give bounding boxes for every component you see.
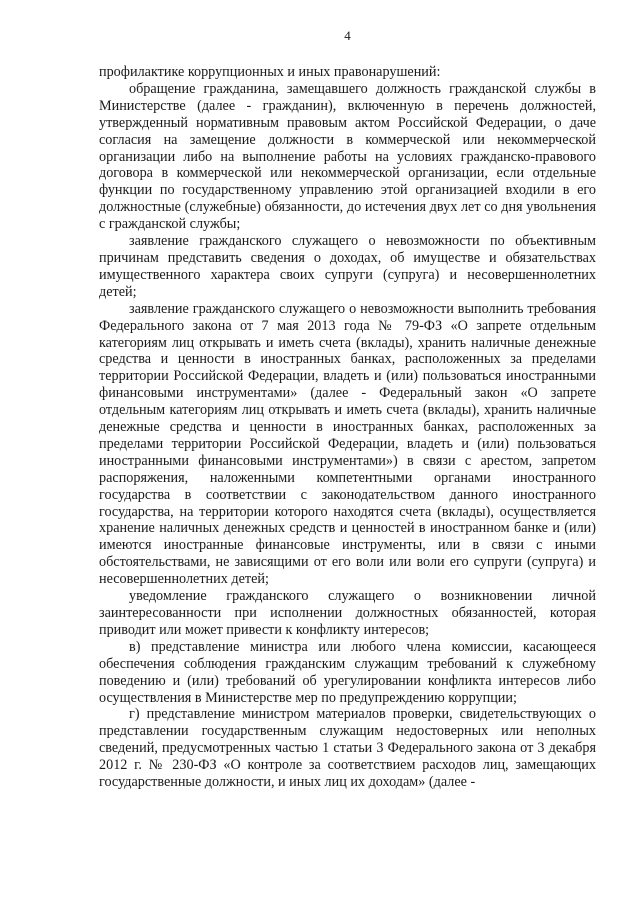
- paragraph: обращение гражданина, замещавшего должность гражданской службы в Министерстве (далее - гражданин), включенную в перечень должностей, утвержденный нормативным правовым актом Российской Федерации, о даче согласия на замещение должности в коммерческой или некоммерческой организации либо на выполнение работы на условиях гражданско-правового договора в коммерческой или некоммерческой организации, если отдельные функции по государственному управлению этой организацией входили в его должностные (служебные) обязанности, до истечения двух лет со дня увольнения с гражданской службы;: [99, 80, 596, 233]
- document-body: [99, 64, 596, 791]
- page-number: 4: [344, 28, 351, 43]
- paragraph: г) представление министром материалов проверки, свидетельствующих о представлении государственным служащим недостоверных или неполных сведений, предусмотренных частью 1 статьи 3 Федерального закона от 3 декабря 2012 г. № 230-ФЗ «О контроле за соответствием расходов лиц, замещающих государственные должности, и иных лиц их доходам» (далее -: [99, 706, 596, 791]
- paragraph: в) представление министра или любого члена комиссии, касающееся обеспечения соблюдения гражданским служащим требований к служебному поведению и (или) требований об урегулировании конфликта интересов либо осуществления в Министерстве мер по предупреждению коррупции;: [99, 638, 596, 706]
- paragraph: заявление гражданского служащего о невозможности по объективным причинам представить сведения о доходах, об имуществе и обязательствах имущественного характера своих супруги (супруга) и несовершеннолетних детей;: [99, 233, 596, 300]
- paragraph: уведомление гражданского служащего о возникновении личной заинтересованности при исполнении должностных обязанностей, которая приводит или может привести к конфликту интересов;: [99, 588, 596, 638]
- paragraph: заявление гражданского служащего о невозможности выполнить требования Федерального закона от 7 мая 2013 года № 79-ФЗ «О запрете отдельным категориям лиц открывать и иметь счета (вклады), хранить наличные денежные средства и ценности в иностранных банках, расположенных за пределами территории Российской Федерации, владеть и (или) пользоваться иностранными финансовыми инструментами» (далее - Федеральный закон «О запрете отдельным категориям лиц открывать и иметь счета (вклады), хранить наличные денежные средства и ценности в иностранных банках, расположенных за пределами территории Российской Федерации, владеть и (или) пользоваться иностранными финансовыми инструментами») в связи с арестом, запретом распоряжения, наложенными компетентными органами иностранного государства в соответствии с законодательством данного иностранного государства, на территории которого находятся счета (вклады), осуществляется хранение наличных денежных средств и ценностей в иностранном банке и (или) имеются иностранные финансовые инструменты, или в связи с иными обстоятельствами, не зависящими от его воли или воли его супруги (супруга) и несовершеннолетних детей;: [99, 300, 596, 588]
- paragraph: профилактике коррупционных и иных правонарушений:: [99, 64, 441, 80]
